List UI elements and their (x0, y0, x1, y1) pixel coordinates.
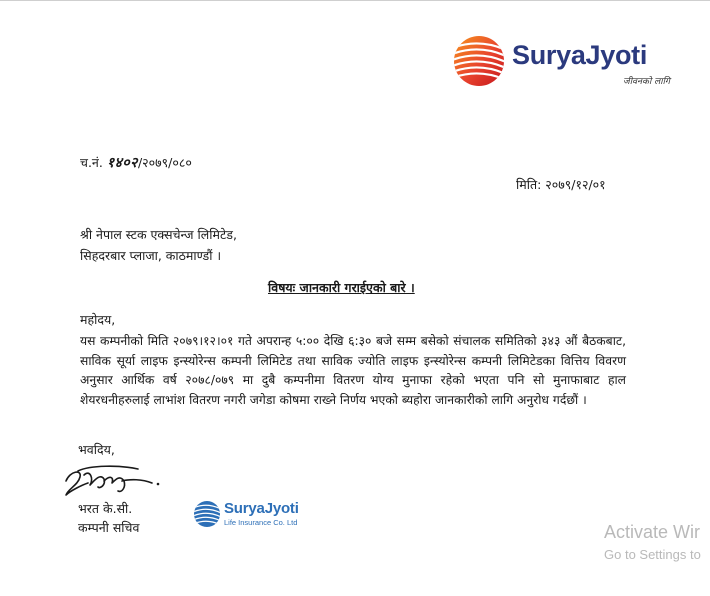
ref-prefix: च.नं. (80, 155, 103, 170)
brand-name: SuryaJyoti (512, 40, 648, 70)
signer-title: कम्पनी सचिव (78, 520, 140, 535)
company-logo (452, 34, 682, 90)
signature (60, 459, 170, 503)
salutation: महोदय, (80, 312, 116, 327)
footer-subtitle: Life Insurance Co. Ltd (224, 518, 298, 527)
signer-name: भरत के.सी. (78, 501, 133, 516)
letter-subject: विषयः जानकारी गराईएको बारे । (268, 280, 415, 295)
activation-watermark-title: Activate Wir (604, 522, 701, 542)
letter-body: यस कम्पनीको मिति २०७९।१२।०१ गते अपरान्ह ५:०० देखि ६:३० बजे सम्म बसेको संचालक समितिको ३४३ औं बैठकबाट, साविक सूर्या लाइफ इन्स्योरेन्स कम्पनी लिमिटेड तथा साविक ज्योति लाइफ इन्स्योरेन्स कम्पनी लिमिटेडका वित्तिय विवरण अनुसार आर्थिक वर्ष २०७८/०७९ मा दुबै कम्पनीमा वितरण योग्य मुनाफा रहेको भएता पनि सो मुनाफाबाट हाल शेयरधनीहरुलाई लाभांश वितरण नगरी जगेडा कोषमा राख्ने निर्णय भएको ब्यहोरा जानकारीको लागि अनुरोध गर्दछौं । (80, 334, 626, 407)
letter-date: मिति: २०७९/१२/०१ (516, 177, 606, 192)
brand-tagline: जीवनको लागि (623, 77, 670, 87)
reference-number (80, 153, 192, 172)
ref-fiscal: /२०७९/०८० (137, 155, 192, 170)
globe-logo-icon (193, 500, 221, 528)
closing: भवदिय, (78, 442, 115, 457)
activation-watermark-link[interactable]: Go to Settings to (604, 547, 701, 562)
address-line-1: श्री नेपाल स्टक एक्सचेन्ज लिमिटेड, (80, 227, 237, 242)
address-line-2: सिहदरबार प्लाजा, काठमाण्डौं । (80, 248, 222, 263)
top-border (0, 0, 710, 1)
signature-scribble-icon (60, 459, 170, 499)
footer-brand: SuryaJyoti (224, 500, 299, 517)
footer-logo (193, 498, 323, 534)
ref-number: १४०२ (106, 155, 138, 171)
sun-logo-icon (452, 34, 506, 88)
recipient-address (80, 224, 237, 266)
